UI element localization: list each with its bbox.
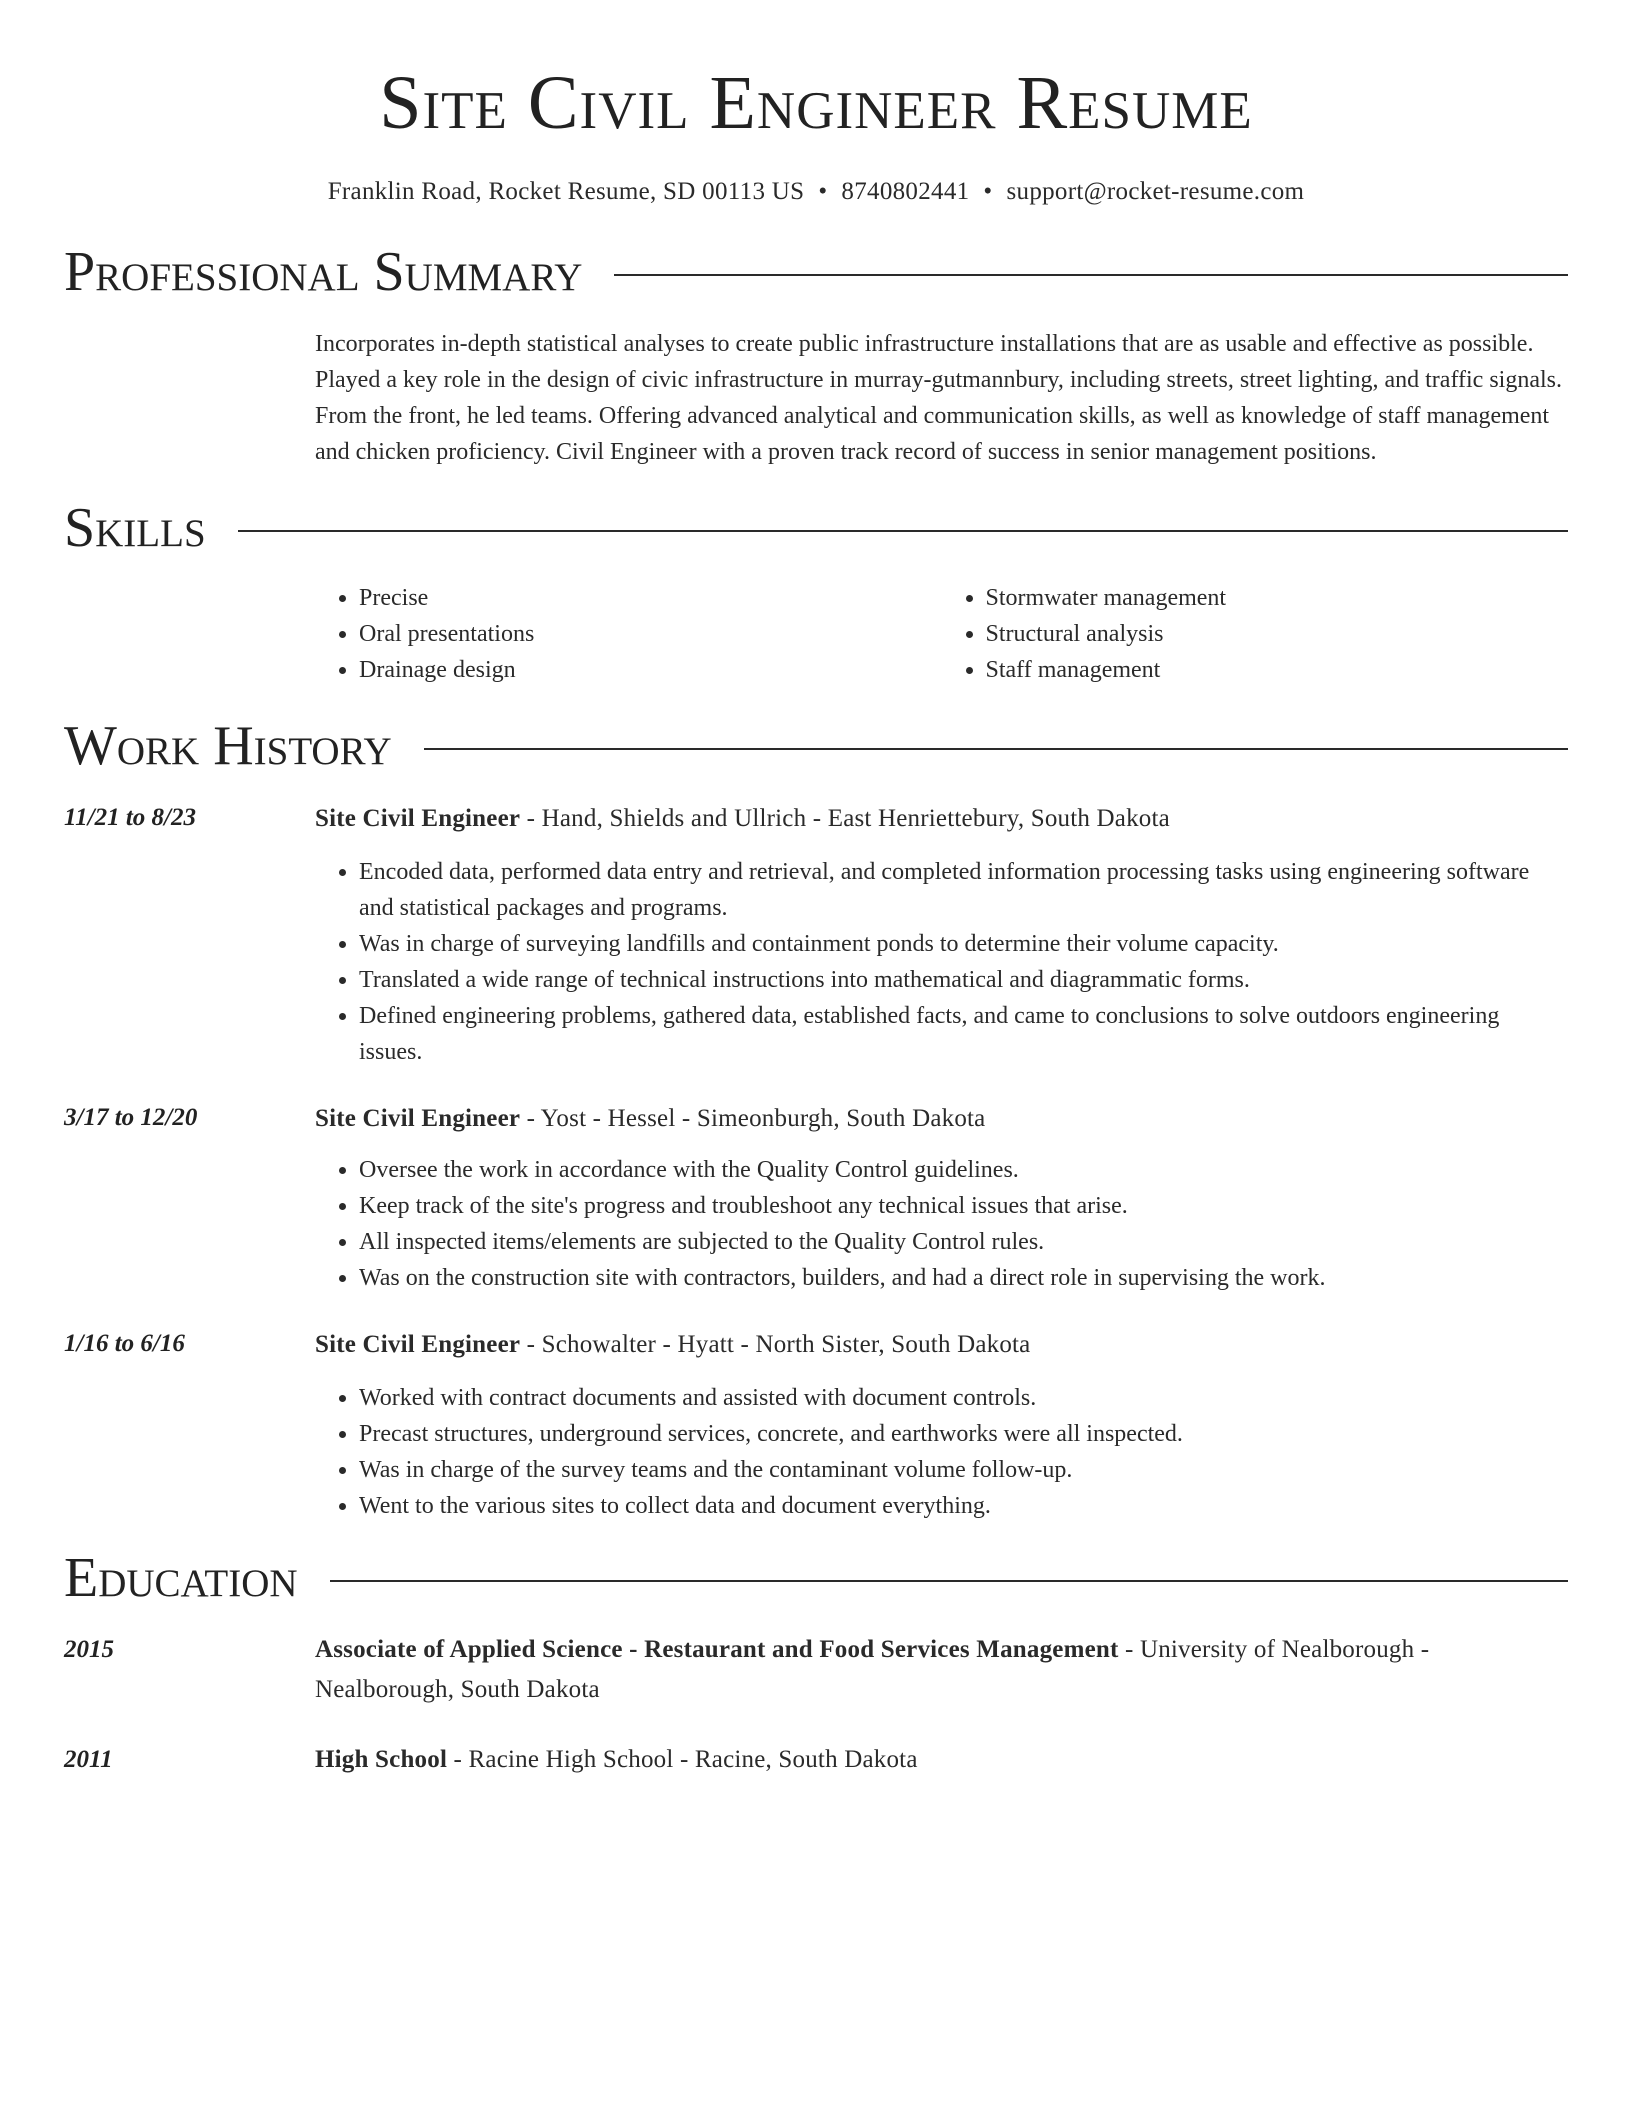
job-body xyxy=(315,1326,1568,1524)
section-divider xyxy=(424,748,1568,750)
section-heading xyxy=(64,1546,1568,1610)
job-bullets xyxy=(315,1380,1568,1524)
skill-item: • Stormwater management xyxy=(986,580,1569,616)
contact-phone: 8740802441 xyxy=(841,178,970,205)
work-heading: Work History xyxy=(64,715,392,777)
contact-line xyxy=(64,176,1568,208)
job-entry xyxy=(64,1100,1568,1296)
job-bullet: • Went to the various sites to collect data and document everything. xyxy=(359,1488,1568,1524)
education-details: - Racine High School - Racine, South Dakota xyxy=(447,1746,918,1773)
job-body xyxy=(315,800,1568,1070)
section-heading xyxy=(64,496,1568,560)
job-role: Site Civil Engineer xyxy=(315,1105,521,1132)
education-degree: High School xyxy=(315,1746,448,1773)
job-role: Site Civil Engineer xyxy=(315,805,521,832)
skill-item: • Structural analysis xyxy=(986,616,1569,652)
skill-item: • Drainage design xyxy=(359,652,942,688)
education-year: 2011 xyxy=(64,1746,113,1773)
section-divider xyxy=(238,530,1568,532)
skills-list xyxy=(64,580,1568,688)
contact-separator: • xyxy=(983,178,993,205)
job-title-line xyxy=(315,1100,1568,1138)
summary-text: Incorporates in-depth statistical analyses to create public infrastructure installations that are as usable and effective as possible. Played a key role in the design of civic infrastructure in murray-gutmannbury, including streets, street lighting, and traffic signals. From the front, he led teams. Offering advanced analytical and communication skills, as well as knowledge of staff management and chicken proficiency. Civil Engineer with a proven track record of success in senior management positions. xyxy=(315,331,1562,465)
job-bullet: • Keep track of the site's progress and troubleshoot any technical issues that arise. xyxy=(359,1188,1568,1224)
job-bullet: • Translated a wide range of technical instructions into mathematical and diagrammatic forms. xyxy=(359,962,1568,998)
skills-column-2 xyxy=(942,580,1569,688)
education-entry xyxy=(64,1740,1568,1780)
contact-address: Franklin Road, Rocket Resume, SD 00113 US xyxy=(327,178,805,205)
education-year: 2015 xyxy=(64,1636,114,1663)
contact-separator: • xyxy=(818,178,828,205)
job-dates: 3/17 to 12/20 xyxy=(64,1104,198,1131)
job-bullet: • Worked with contract documents and assisted with document controls. xyxy=(359,1380,1568,1416)
skill-item: • Oral presentations xyxy=(359,616,942,652)
job-bullets xyxy=(315,854,1568,1070)
job-bullet: • All inspected items/elements are subjected to the Quality Control rules. xyxy=(359,1224,1568,1260)
section-heading xyxy=(64,714,1568,778)
education-entry xyxy=(64,1630,1568,1710)
section-divider xyxy=(614,274,1568,276)
section-heading xyxy=(64,240,1568,304)
job-bullet: • Encoded data, performed data entry and retrieval, and completed information processing tasks using engineering software and statistical packages and programs. xyxy=(359,854,1568,926)
contact-email: support@rocket-resume.com xyxy=(1006,178,1305,205)
job-role: Site Civil Engineer xyxy=(315,1331,521,1358)
education-section xyxy=(64,1546,1568,1780)
education-degree: Associate of Applied Science - Restaurant and Food Services Management xyxy=(315,1636,1119,1663)
skill-item: • Staff management xyxy=(986,652,1569,688)
education-heading: Education xyxy=(64,1547,298,1609)
section-divider xyxy=(330,1580,1568,1582)
job-title-line xyxy=(315,1326,1568,1364)
job-bullet: • Defined engineering problems, gathered data, established facts, and came to conclusions to solve outdoors engineering issues. xyxy=(359,998,1568,1070)
job-bullet: • Oversee the work in accordance with the Quality Control guidelines. xyxy=(359,1152,1568,1188)
job-dates: 1/16 to 6/16 xyxy=(64,1330,185,1357)
education-line xyxy=(315,1630,1568,1710)
skills-heading: Skills xyxy=(64,497,206,559)
job-bullet: • Was in charge of surveying landfills and containment ponds to determine their volume capacity. xyxy=(359,926,1568,962)
job-bullet: • Was on the construction site with contractors, builders, and had a direct role in supervising the work. xyxy=(359,1260,1568,1296)
job-title-line xyxy=(315,800,1568,838)
education-line xyxy=(315,1740,1568,1780)
job-details: - Hand, Shields and Ullrich - East Henriettebury, South Dakota xyxy=(520,805,1170,832)
job-bullet: • Was in charge of the survey teams and the contaminant volume follow-up. xyxy=(359,1452,1568,1488)
education-details: - University of Nealborough - Nealborough, South Dakota xyxy=(315,1636,1430,1703)
job-details: - Yost - Hessel - Simeonburgh, South Dakota xyxy=(520,1105,986,1132)
resume-title: Site Civil Engineer Resume xyxy=(379,61,1253,145)
summary-section xyxy=(64,240,1568,470)
work-section xyxy=(64,714,1568,1524)
job-dates: 11/21 to 8/23 xyxy=(64,804,196,831)
skill-item: • Precise xyxy=(359,580,942,616)
job-bullet: • Precast structures, underground services, concrete, and earthworks were all inspected. xyxy=(359,1416,1568,1452)
job-body xyxy=(315,1100,1568,1296)
job-entry xyxy=(64,800,1568,1070)
job-bullets xyxy=(315,1152,1568,1296)
job-details: - Schowalter - Hyatt - North Sister, South Dakota xyxy=(520,1331,1031,1358)
job-entry xyxy=(64,1326,1568,1524)
summary-heading: Professional Summary xyxy=(64,241,583,303)
skills-column-1 xyxy=(315,580,942,688)
skills-section xyxy=(64,496,1568,688)
